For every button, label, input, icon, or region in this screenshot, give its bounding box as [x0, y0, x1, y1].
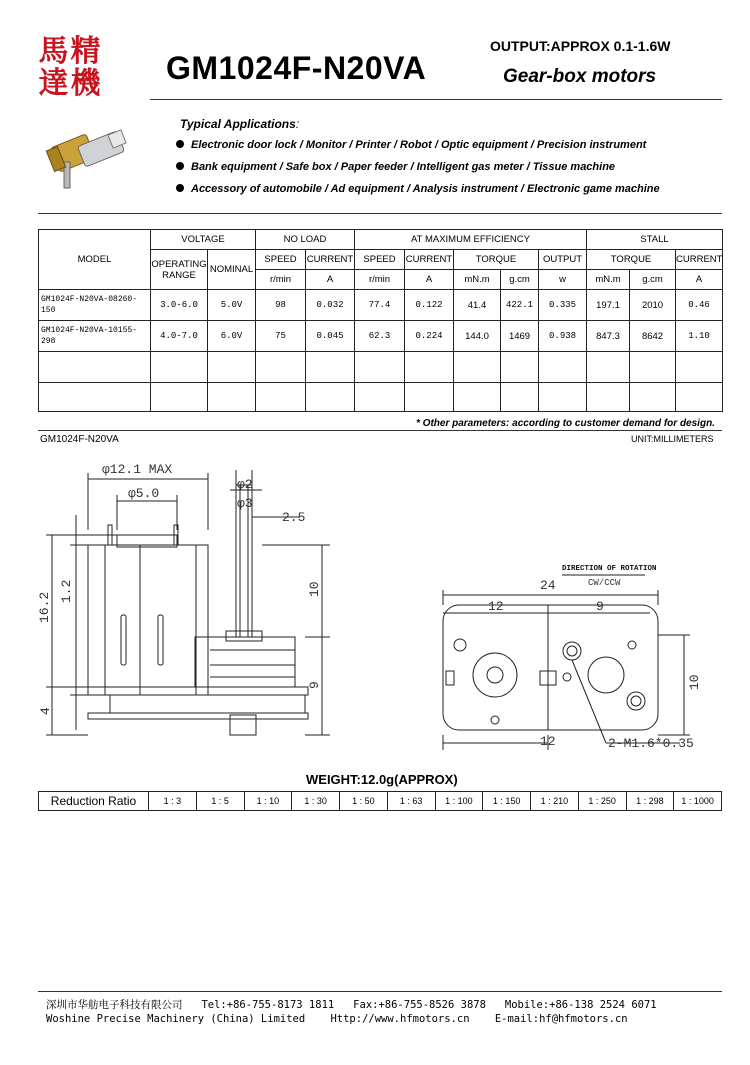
logo-char: 達: [38, 66, 70, 101]
motor-photo: [40, 122, 135, 194]
ratio-value: 1 : 1000: [674, 792, 722, 811]
application-line: Accessory of automobile / Ad equipment / Analysis instrument / Electronic game machine: [176, 183, 660, 195]
drawing-code: GM1024F-N20VA: [40, 434, 119, 445]
dim-label: 9: [596, 599, 604, 614]
table-cell: [501, 383, 539, 412]
unit-cell: g.cm: [501, 270, 539, 290]
model-cell: GM1024F-N20VA-08260-150: [39, 290, 151, 321]
dim-label: 2-M1.6*0.35: [608, 736, 694, 751]
unit-cell: r/min: [355, 270, 405, 290]
table-cell: [306, 383, 355, 412]
table-cell: [501, 352, 539, 383]
header-nominal: NOMINAL: [208, 250, 256, 290]
model-cell: GM1024F-N20VA-10155-298: [39, 321, 151, 352]
bullet-icon: [176, 184, 184, 192]
ratio-value: 1 : 50: [340, 792, 388, 811]
table-row: [39, 352, 723, 383]
table-row: [39, 290, 723, 321]
dim-label: 9: [307, 681, 322, 689]
ratio-value: 1 : 10: [244, 792, 292, 811]
table-cell: 0.938: [539, 321, 587, 352]
dim-label: φ3: [237, 496, 253, 511]
table-cell: [587, 383, 630, 412]
dim-label: 1.2: [59, 579, 74, 603]
table-cell: 5.0V: [208, 290, 256, 321]
ratio-value: 1 : 5: [196, 792, 244, 811]
unit-cell: r/min: [256, 270, 306, 290]
front-view-outline: [443, 605, 658, 730]
header-torque: TORQUE: [587, 250, 676, 270]
table-cell: 0.032: [306, 290, 355, 321]
logo-char: 馬: [38, 34, 70, 69]
header-stall: STALL: [587, 230, 723, 250]
table-cell: 144.0: [454, 321, 501, 352]
table-cell: 1469: [501, 321, 539, 352]
table-cell: 847.3: [587, 321, 630, 352]
header-speed: SPEED: [355, 250, 405, 270]
header-max-efficiency: AT MAXIMUM EFFICIENCY: [355, 230, 587, 250]
table-cell: [355, 352, 405, 383]
bullet-icon: [176, 162, 184, 170]
design-note: * Other parameters: according to customer demand for design.: [416, 418, 715, 429]
dim-label: 10: [307, 581, 322, 597]
technical-drawing: [0, 445, 750, 765]
ratio-value: 1 : 298: [626, 792, 674, 811]
table-cell: [405, 383, 454, 412]
dim-label: φ2: [237, 477, 253, 492]
ratio-value: 1 : 63: [387, 792, 435, 811]
table-cell: [151, 383, 208, 412]
dim-label: 16.2: [37, 591, 52, 623]
table-cell: [208, 352, 256, 383]
unit-cell: A: [405, 270, 454, 290]
table-cell: 98: [256, 290, 306, 321]
table-row: [39, 792, 722, 811]
table-cell: 0.045: [306, 321, 355, 352]
weight-label: WEIGHT:12.0g(APPROX): [306, 772, 458, 787]
dim-label: 4: [38, 707, 53, 715]
table-cell: [39, 352, 151, 383]
output-power: OUTPUT:APPROX 0.1-1.6W: [490, 38, 671, 54]
header-current: CURRENT: [676, 250, 723, 270]
dim-label: φ5.0: [128, 486, 160, 501]
applications-title: Typical Applications:: [180, 117, 300, 131]
ratio-value: 1 : 250: [578, 792, 626, 811]
page-title: GM1024F-N20VA: [166, 50, 427, 86]
unit-cell: w: [539, 270, 587, 290]
unit-cell: g.cm: [630, 270, 676, 290]
dim-label: 12: [540, 734, 556, 749]
company-logo: [38, 36, 102, 100]
table-cell: 3.0-6.0: [151, 290, 208, 321]
rotation-direction: CW/CCW: [588, 578, 621, 588]
table-cell: 197.1: [587, 290, 630, 321]
footer-divider: [38, 991, 722, 992]
table-cell: 2010: [630, 290, 676, 321]
unit-cell: A: [306, 270, 355, 290]
footer-contact: 深圳市华舫电子科技有限公司 Tel:+86-755-8173 1811 Fax:+86-755-8526 3878 Mobile:+86-138 2524 6071: [46, 999, 657, 1011]
header-divider: [150, 99, 722, 100]
table-cell: [454, 383, 501, 412]
table-cell: 0.335: [539, 290, 587, 321]
header-output: OUTPUT: [539, 250, 587, 270]
table-cell: 422.1: [501, 290, 539, 321]
table-cell: [587, 352, 630, 383]
table-cell: 75: [256, 321, 306, 352]
table-cell: 4.0-7.0: [151, 321, 208, 352]
table-cell: 41.4: [454, 290, 501, 321]
table-cell: [630, 352, 676, 383]
header-model: MODEL: [39, 230, 151, 290]
page-subtitle: Gear-box motors: [503, 66, 657, 87]
header-current: CURRENT: [405, 250, 454, 270]
applications-divider: [38, 213, 722, 214]
header-voltage: VOLTAGE: [151, 230, 256, 250]
table-cell: 77.4: [355, 290, 405, 321]
table-cell: [39, 383, 151, 412]
ratio-value: 1 : 210: [531, 792, 579, 811]
ratio-value: 1 : 150: [483, 792, 531, 811]
table-cell: [306, 352, 355, 383]
bullet-icon: [176, 140, 184, 148]
table-cell: [676, 352, 723, 383]
ratio-value: 1 : 30: [292, 792, 340, 811]
table-row: [39, 321, 723, 352]
header-operating-range: OPERATING RANGE: [151, 250, 208, 290]
unit-label: UNIT:MILLIMETERS: [631, 434, 714, 444]
header-current: CURRENT: [306, 250, 355, 270]
unit-cell: A: [676, 270, 723, 290]
footer-company: Woshine Precise Machinery (China) Limited Http://www.hfmotors.cn E-mail:hf@hfmotors.cn: [46, 1013, 628, 1025]
table-cell: [256, 352, 306, 383]
table-cell: [630, 383, 676, 412]
spec-table: [38, 229, 723, 412]
table-cell: [256, 383, 306, 412]
motor-body-outline: [88, 545, 208, 695]
ratio-label: Reduction Ratio: [39, 792, 149, 811]
unit-cell: mN.m: [454, 270, 501, 290]
application-line: Electronic door lock / Monitor / Printer / Robot / Optic equipment / Precision instrument: [176, 139, 646, 151]
table-cell: [208, 383, 256, 412]
dim-label: 24: [540, 578, 556, 593]
table-cell: 8642: [630, 321, 676, 352]
table-cell: [676, 383, 723, 412]
application-line: Bank equipment / Safe box / Paper feeder / Intelligent gas meter / Tissue machine: [176, 161, 615, 173]
table-cell: 0.46: [676, 290, 723, 321]
logo-char: 精: [70, 34, 102, 69]
ratio-value: 1 : 100: [435, 792, 483, 811]
logo-char: 機: [70, 66, 102, 101]
dim-label: 12: [488, 599, 504, 614]
rotation-title: DIRECTION OF ROTATION: [562, 565, 657, 573]
table-row: [39, 383, 723, 412]
table-cell: 0.122: [405, 290, 454, 321]
table-cell: [151, 352, 208, 383]
ratio-value: 1 : 3: [149, 792, 197, 811]
table-cell: 6.0V: [208, 321, 256, 352]
unit-cell: mN.m: [587, 270, 630, 290]
table-cell: [405, 352, 454, 383]
dim-label: φ12.1 MAX: [102, 462, 173, 477]
reduction-ratio-table: [38, 791, 722, 811]
dim-label: 10: [687, 674, 702, 690]
header-speed: SPEED: [256, 250, 306, 270]
header-torque: TORQUE: [454, 250, 539, 270]
table-cell: 1.10: [676, 321, 723, 352]
header-no-load: NO LOAD: [256, 230, 355, 250]
dim-label: 2.5: [282, 510, 306, 525]
table-cell: 0.224: [405, 321, 454, 352]
table-cell: [539, 352, 587, 383]
note-divider: [38, 430, 722, 431]
table-cell: 62.3: [355, 321, 405, 352]
table-cell: [454, 352, 501, 383]
table-cell: [355, 383, 405, 412]
table-cell: [539, 383, 587, 412]
